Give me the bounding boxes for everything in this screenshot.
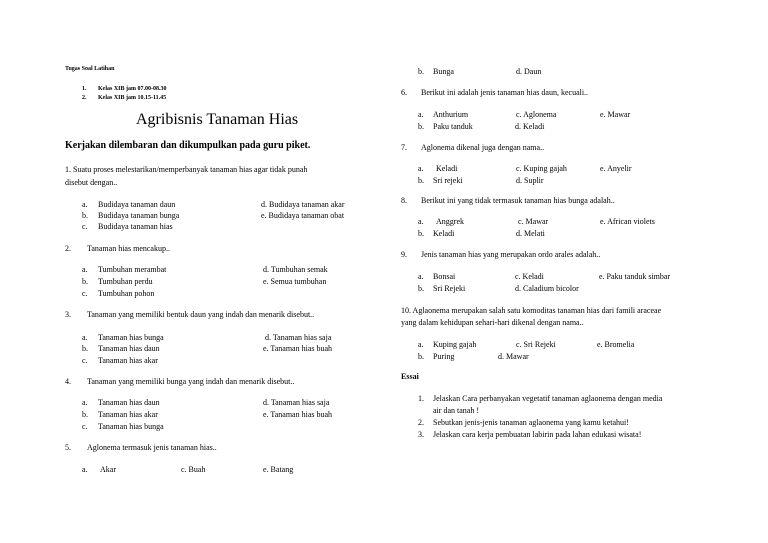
option: d. Mawar	[498, 352, 529, 361]
header-label: Tugas Soal Latihan	[65, 66, 115, 72]
option: Anggrek	[436, 217, 464, 226]
essay-item: Jelaskan Cara perbanyakan vegetatif tanaman aglaonema dengan media	[433, 394, 663, 403]
option: d. Keladi	[515, 122, 545, 131]
question-text: Tanaman yang memiliki bentuk daun yang indah dan menarik disebut..	[87, 310, 315, 319]
option-letter: b.	[418, 229, 424, 238]
option: d. Caladium bicolor	[515, 284, 579, 293]
option-letter: a.	[82, 333, 88, 342]
essay-number: 2.	[418, 418, 424, 427]
option-letter: a.	[82, 265, 88, 274]
instruction: Kerjakan dilembaran dan dikumpulkan pada guru piket.	[65, 140, 311, 151]
option: Bonsai	[433, 272, 456, 281]
option: c. Keladi	[515, 272, 544, 281]
option: c. Buah	[181, 465, 206, 474]
essay-item: Jelaskan cara kerja pembuatan labirin pada lahan edukasi wisata!	[433, 430, 642, 439]
option: d. Tumbuhan semak	[263, 265, 328, 274]
question-number: 6.	[401, 88, 407, 97]
essay-item: air dan tanah !	[433, 406, 479, 415]
question-number: 9.	[401, 250, 407, 259]
page-title: Agribisnis Tanaman Hias	[136, 111, 299, 128]
option-letter: b.	[418, 352, 424, 361]
option-letter: a.	[418, 340, 424, 349]
option-letter: c.	[82, 422, 88, 431]
question-number: 3.	[65, 310, 71, 319]
option: Keladi	[433, 229, 455, 238]
option-letter: a.	[82, 398, 88, 407]
option: Tanaman hias akar	[98, 410, 158, 419]
question-number: 4.	[65, 377, 71, 386]
option-letter: a.	[82, 200, 88, 209]
question-text: Tanaman yang memiliki bunga yang indah dan menarik disebut..	[87, 377, 295, 386]
question-number: 2.	[65, 244, 71, 253]
option: e. Anyelir	[600, 164, 632, 173]
question-text: Berikut ini yang tidak termasuk tanaman hias bunga adalah..	[421, 196, 615, 205]
option-letter: a.	[418, 217, 424, 226]
option: Tumbuhan perdu	[98, 277, 153, 286]
option-letter: a.	[418, 272, 424, 281]
class-text: Kelas XIB jam 10.15-11.45	[98, 95, 167, 101]
question-text: Berikut ini adalah jenis tanaman hias daun, kecuali..	[421, 88, 589, 97]
option: e. Paku tanduk simbar	[599, 272, 671, 281]
option-letter: b.	[82, 277, 88, 286]
class-num: 2.	[82, 95, 87, 101]
class-num: 1.	[82, 86, 87, 92]
option: Bunga	[433, 67, 454, 76]
class-text: Kelas XIB jam 07.00-08.30	[98, 86, 167, 92]
option: Tanaman hias akar	[98, 356, 158, 365]
question-text: Tanaman hias mencakup..	[87, 244, 170, 253]
essay-number: 1.	[418, 394, 424, 403]
question-number: 8.	[401, 196, 407, 205]
essay-item: Sebutkan jenis-jenis tanaman aglaonema yang kamu ketahui!	[433, 418, 629, 427]
option: e. African violets	[600, 217, 655, 226]
option-letter: b.	[82, 211, 88, 220]
option: d. Tanaman hias saja	[265, 333, 332, 342]
option-letter: b.	[418, 284, 424, 293]
option-letter: a.	[418, 164, 424, 173]
question-number: 7.	[401, 143, 407, 152]
option: Budidaya tanaman daun	[98, 200, 176, 209]
question-text: Aglonema dikenal juga dengan nama..	[421, 143, 545, 152]
option: Akar	[100, 465, 116, 474]
option: Tanaman hias bunga	[98, 422, 164, 431]
option: e. Tanaman hias buah	[263, 410, 333, 419]
option: c. Sri Rejeki	[516, 340, 556, 349]
question-text: Jenis tanaman hias yang merupakan ordo arales adalah..	[421, 250, 601, 259]
option: Tumbuhan merambat	[98, 265, 167, 274]
option: Tanaman hias daun	[98, 398, 160, 407]
option-letter: a.	[418, 110, 424, 119]
option-letter: c.	[82, 289, 88, 298]
option-letter: b.	[82, 344, 88, 353]
option: Tanaman hias daun	[98, 344, 160, 353]
essay-heading: Essai	[401, 372, 419, 381]
option-letter: b.	[82, 410, 88, 419]
option: c. Aglonema	[516, 110, 557, 119]
option: e. Tanaman hias buah	[263, 344, 333, 353]
option: Puring	[433, 352, 455, 361]
question-text: 10. Aglaonema merupakan salah satu komoditas tanaman hias dari famili araceae	[401, 306, 662, 315]
question-text: Aglonema termasuk jenis tanaman hias..	[87, 443, 217, 452]
option: d. Budidaya tanaman akar	[261, 200, 345, 209]
option: Anthurium	[433, 110, 469, 119]
option: Kuping gajah	[433, 340, 477, 349]
option: e. Bromelia	[597, 340, 635, 349]
option: d. Daun	[516, 67, 542, 76]
question-text: 1. Suatu proses melestarikan/memperbanyak tanaman hias agar tidak punah	[65, 165, 308, 174]
option-letter: b.	[418, 122, 424, 131]
option: c. Mawar	[518, 217, 549, 226]
question-number: 5.	[65, 443, 71, 452]
option: d. Tanaman hias saja	[263, 398, 330, 407]
option: Sri Rejeki	[433, 284, 466, 293]
option: e. Semua tumbuhan	[263, 277, 327, 286]
option-letter: b.	[418, 176, 424, 185]
question-text: yang dalam kehidupan sehari-hari dikenal dengan nama..	[401, 318, 584, 327]
option: Tanaman hias bunga	[98, 333, 164, 342]
option-letter: c.	[82, 356, 88, 365]
option: c. Kuping gajah	[516, 164, 567, 173]
option-letter: a.	[82, 465, 88, 474]
question-text: disebut dengan..	[65, 178, 118, 187]
option: Sri rejeki	[433, 176, 463, 185]
option: Tumbuhan pohon	[98, 289, 155, 298]
option: Budidaya tanaman bunga	[98, 211, 180, 220]
option: e. Mawar	[600, 110, 631, 119]
option: e. Budidaya tanaman obat	[261, 211, 345, 220]
option: Paku tanduk	[433, 122, 473, 131]
option-letter: c.	[82, 222, 88, 231]
option: d. Melati	[516, 229, 545, 238]
option: Keladi	[436, 164, 458, 173]
option: e. Batang	[263, 465, 294, 474]
option-letter: b.	[418, 67, 424, 76]
essay-number: 3.	[418, 430, 424, 439]
option: d. Suplir	[516, 176, 544, 185]
option: Budidaya tanaman hias	[98, 222, 173, 231]
